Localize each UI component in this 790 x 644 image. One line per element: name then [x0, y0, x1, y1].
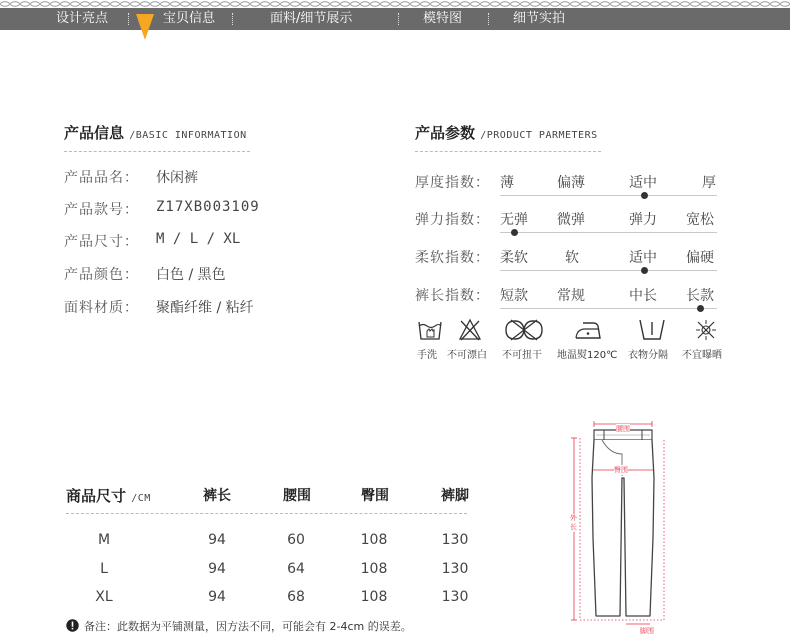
size-cell: M: [97, 532, 111, 548]
column-header: 裤长: [203, 488, 231, 504]
column-header: 臀围: [361, 488, 389, 504]
param-option: 短款: [500, 288, 528, 304]
size-table-unit: /CM: [131, 493, 151, 504]
param-option: 无弹: [500, 212, 528, 228]
care-label: 不宜曝晒: [682, 350, 722, 361]
nav-model-photos[interactable]: 模特图: [423, 11, 463, 26]
iron-low-icon: [573, 318, 603, 342]
info-label: 产品颜色：: [64, 267, 139, 283]
nav-separator: [398, 13, 399, 25]
table-cell: 60: [287, 532, 305, 548]
size-table-title: 商品尺寸: [66, 487, 127, 505]
param-indicator: [641, 192, 648, 199]
param-option: 弹力: [629, 212, 657, 228]
param-label: 柔软指数：: [415, 250, 490, 266]
param-indicator: [511, 229, 518, 236]
info-label: 产品品名：: [64, 170, 139, 186]
param-option: 适中: [629, 175, 657, 191]
table-cell: 94: [208, 589, 226, 605]
pants-diagram: [560, 418, 684, 640]
param-option: 偏薄: [557, 175, 585, 191]
param-option: 薄: [500, 175, 514, 191]
size-cell: XL: [95, 589, 113, 605]
info-value-material: 聚酯纤维 / 粘纤: [156, 300, 254, 316]
table-cell: 108: [360, 589, 388, 605]
param-option: 宽松: [686, 212, 714, 228]
param-label: 弹力指数：: [415, 212, 490, 228]
nav-separator: [232, 13, 233, 25]
table-cell: 108: [360, 561, 388, 577]
param-indicator: [641, 267, 648, 274]
column-header: 裤脚: [441, 488, 469, 504]
param-indicator: [697, 305, 704, 312]
table-cell: 108: [360, 532, 388, 548]
table-cell: 94: [208, 561, 226, 577]
size-cell: L: [100, 561, 108, 577]
nav-fabric-details[interactable]: 面料/细节展示: [270, 11, 353, 26]
size-table-heading: [66, 485, 151, 506]
info-icon: [66, 619, 79, 632]
table-cell: 130: [441, 561, 469, 577]
table-cell: 94: [208, 532, 226, 548]
top-nav: [0, 8, 790, 30]
info-value-colors: 白色 / 黑色: [156, 267, 226, 283]
diagram-length-label: 外长: [570, 514, 577, 531]
info-label: 产品款号：: [64, 202, 139, 218]
param-label: 裤长指数：: [415, 288, 490, 304]
product-info-title: 产品信息: [64, 124, 125, 142]
param-option: 适中: [629, 250, 657, 266]
param-label: 厚度指数：: [415, 175, 490, 191]
no-wring-icon: [503, 318, 545, 342]
care-label: 地温熨120℃: [557, 350, 618, 361]
hand-wash-icon: [417, 318, 443, 342]
size-note: 备注：此数据为平铺测量，因方法不同，可能会有 2-4cm 的误差。: [84, 620, 412, 633]
no-sun-icon: [694, 318, 718, 342]
param-option: 厚: [702, 175, 716, 191]
table-cell: 68: [287, 589, 305, 605]
product-params-subtitle: /PRODUCT PARMETERS: [480, 130, 598, 141]
product-info-subtitle: /BASIC INFORMATION: [129, 130, 247, 141]
nav-detail-shots[interactable]: 细节实拍: [513, 11, 566, 26]
product-params-heading: [415, 122, 598, 143]
nav-separator: [488, 13, 489, 25]
top-decorative-border: [0, 0, 790, 8]
diagram-hip-label: 臀围: [614, 466, 628, 474]
info-value-name: 休闲裤: [156, 170, 198, 186]
diagram-waist-label: 腰围: [616, 425, 630, 433]
divider: [66, 513, 467, 514]
info-label: 面料材质：: [64, 300, 139, 316]
param-option: 微弹: [557, 212, 585, 228]
param-option: 常规: [557, 288, 585, 304]
product-params-title: 产品参数: [415, 124, 476, 142]
active-nav-marker: [136, 14, 154, 40]
param-option: 中长: [629, 288, 657, 304]
care-label: 不可漂白: [447, 350, 487, 361]
no-bleach-icon: [458, 318, 482, 342]
info-value-sizes: M / L / XL: [156, 231, 241, 247]
nav-design-highlights[interactable]: 设计亮点: [56, 11, 109, 26]
table-cell: 130: [441, 532, 469, 548]
table-cell: 64: [287, 561, 305, 577]
diagram-hem-label: 脚围: [640, 627, 654, 635]
nav-separator: [128, 13, 129, 25]
param-option: 软: [565, 250, 579, 266]
divider: [415, 151, 601, 152]
care-label: 手洗: [417, 350, 437, 361]
param-option: 偏硬: [686, 250, 714, 266]
param-option: 长款: [686, 288, 714, 304]
table-cell: 130: [441, 589, 469, 605]
param-option: 柔软: [500, 250, 528, 266]
care-label: 不可扭干: [502, 350, 542, 361]
param-track: [500, 270, 717, 271]
param-track: [500, 232, 717, 233]
info-label: 产品尺寸：: [64, 234, 139, 250]
separate-wash-icon: [637, 318, 667, 342]
care-label: 衣物分隔: [628, 350, 668, 361]
divider: [64, 151, 250, 152]
product-info-heading: [64, 122, 247, 143]
nav-item-info[interactable]: 宝贝信息: [163, 11, 216, 26]
param-track: [500, 195, 717, 196]
param-track: [500, 308, 717, 309]
column-header: 腰围: [283, 488, 311, 504]
info-value-style-no: Z17XB003109: [156, 199, 260, 215]
